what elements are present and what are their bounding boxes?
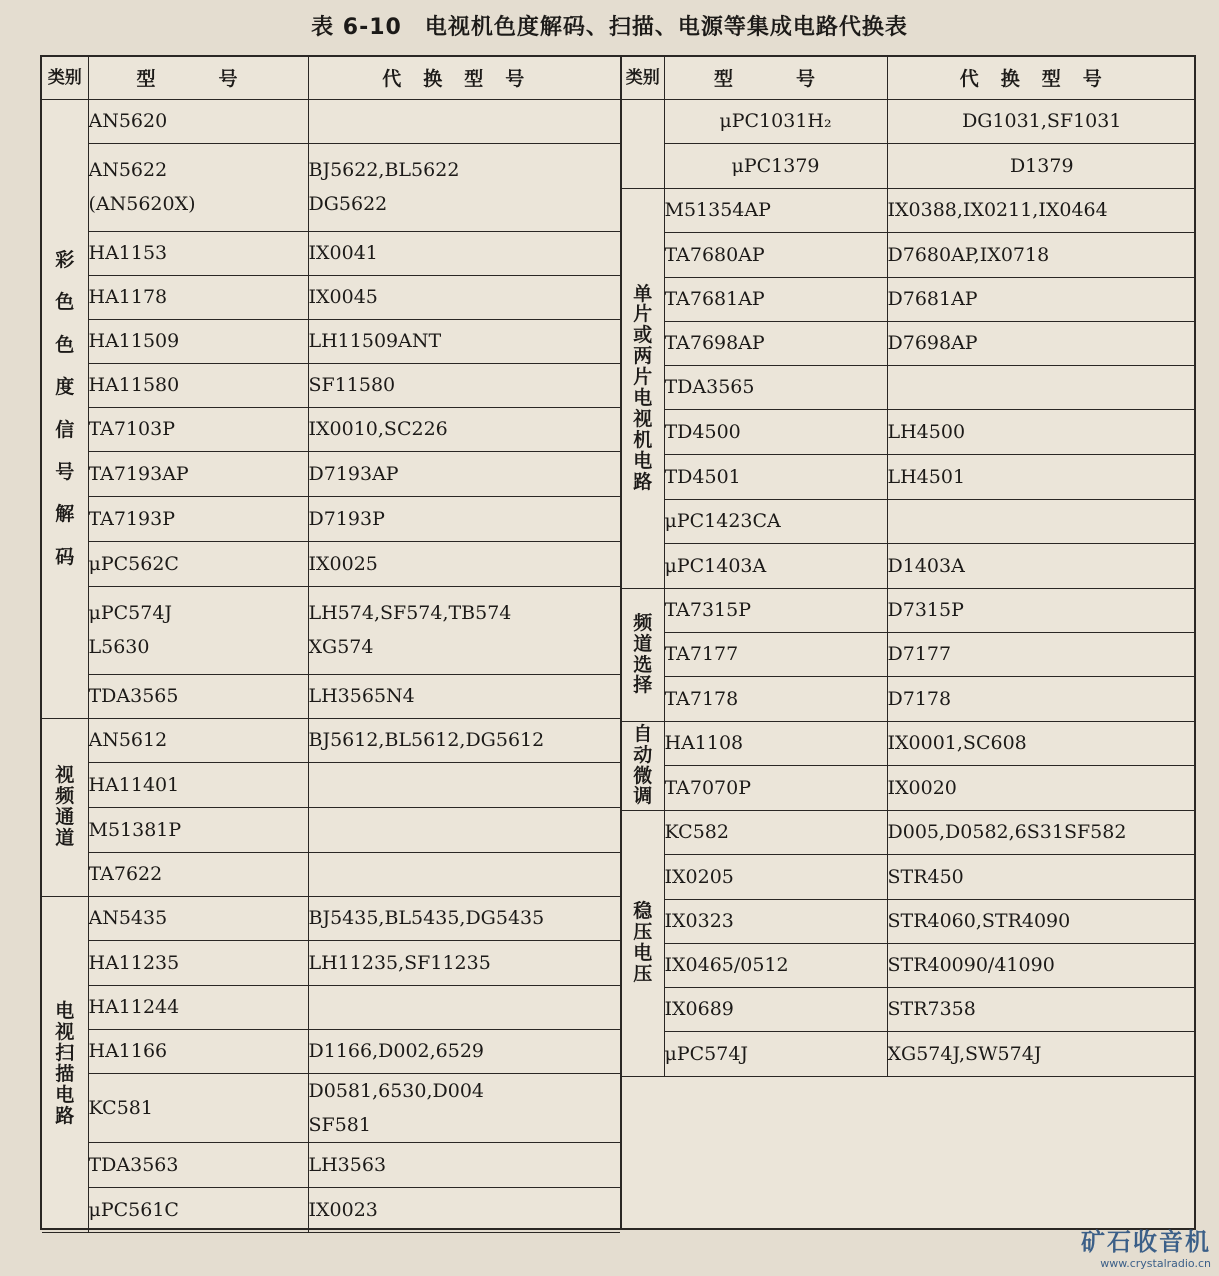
replacement-text: LH4500 [887,420,966,443]
replacement-cell [308,363,620,407]
header-category: 类别 [622,57,664,99]
replacement-text: D7698AP [887,332,978,354]
replacement-text: DG5622 [308,193,388,215]
model-cell [664,143,887,188]
model-cell [88,896,308,940]
replacement-text: STR40090/41090 [887,954,1055,976]
replacement-cell [887,632,1196,676]
replacement-cell [887,365,1196,409]
replacement-cell [308,762,620,807]
replacement-cell [308,496,620,541]
left-table [42,57,620,1233]
model-text: L5630 [88,636,150,658]
model-text: M51381P [88,818,182,841]
table-row [42,1187,620,1232]
replacement-cell [887,987,1196,1031]
model-cell [664,232,887,277]
table-row [622,277,1196,321]
model-cell [88,451,308,496]
watermark [1081,1222,1211,1270]
model-text: TA7070P [664,776,751,799]
model-cell [88,1029,308,1073]
replacement-cell [308,1142,620,1187]
replacement-cell [887,854,1196,899]
model-text: HA11401 [88,773,180,796]
model-cell [664,588,887,632]
replacement-text: D7681AP [887,288,978,310]
table-row [622,943,1196,987]
table-row [622,1031,1196,1076]
category-label: 频 道 选 择 [633,611,653,697]
replacement-cell [308,275,620,319]
replacement-cell [308,541,620,586]
model-cell [88,99,308,143]
table-row [42,896,620,940]
model-text: μPC1403A [664,554,767,577]
model-text: KC582 [664,821,729,843]
model-text: μPC562C [88,552,179,575]
replacement-text: BJ5612,BL5612,DG5612 [308,729,545,751]
model-text: IX0689 [664,998,734,1020]
replacement-cell [887,943,1196,987]
model-cell [664,454,887,499]
replacement-text: IX0388,IX0211,IX0464 [887,199,1108,221]
model-cell [88,807,308,852]
model-text: IX0205 [664,865,734,888]
replacement-cell [887,321,1196,365]
replacement-cell [887,409,1196,454]
model-text: TA7193P [88,507,175,530]
model-text: HA1166 [88,1040,168,1062]
table-row [42,762,620,807]
category-label: 视 频 通 道 [55,764,75,849]
table-row [42,407,620,451]
model-cell [88,275,308,319]
category-cell [622,810,664,1076]
table-row [622,854,1196,899]
replacement-text: SF581 [308,1113,371,1136]
table-row [42,143,620,231]
table-row [622,454,1196,499]
model-text: HA1178 [88,286,168,308]
header-row [622,57,1196,99]
replacement-text: IX0045 [308,286,378,308]
model-cell [664,676,887,721]
table-row [42,275,620,319]
right-table [622,57,1196,1077]
model-text: μPC574J [88,602,173,624]
table-row [622,99,1196,143]
replacement-cell [308,231,620,275]
replacement-text: D7193AP [308,462,399,485]
replacement-cell [887,277,1196,321]
model-cell [664,543,887,588]
model-text: (AN5620X) [88,193,196,215]
watermark-text: 矿石收音机 [1081,1228,1211,1256]
model-cell [88,363,308,407]
category-cell [42,896,88,1232]
model-cell [664,721,887,765]
header-replacement: 代换型号 [887,57,1196,99]
model-cell [88,496,308,541]
replacement-cell [308,1187,620,1232]
model-text: HA1153 [88,242,168,264]
replacement-text: XG574J,SW574J [887,1042,1042,1065]
replacement-text: STR450 [887,865,964,888]
model-cell [88,940,308,985]
model-text: TA7315P [664,599,751,621]
table-row [622,188,1196,232]
model-cell [664,632,887,676]
model-text: HA11509 [88,330,180,352]
table-row [42,541,620,586]
model-text: TA7178 [664,687,739,710]
right-half [622,57,1196,1077]
replacement-text: D7178 [887,687,952,710]
table-row [42,718,620,762]
replacement-text: LH3565N4 [308,685,415,707]
table-row [622,409,1196,454]
model-text: HA11580 [88,374,180,396]
table-row [42,451,620,496]
model-text: TA7193AP [88,462,189,485]
table-row [622,765,1196,810]
model-text: HA11235 [88,951,180,974]
model-cell [88,762,308,807]
header-row [42,57,620,99]
replacement-text: SF11580 [308,374,396,396]
model-cell [664,765,887,810]
replacement-cell [887,499,1196,543]
model-cell [88,1142,308,1187]
replacement-table [40,55,1196,1230]
replacement-cell [308,852,620,896]
replacement-text: IX0041 [308,242,378,264]
table-row [622,721,1196,765]
header-replacement: 代换型号 [308,57,620,99]
model-text: TA7177 [664,643,739,665]
table-row [42,1029,620,1073]
category-label: 单 片 或 两 片 电 视 机 电 路 [633,282,653,493]
replacement-cell [308,807,620,852]
replacement-cell [308,407,620,451]
category-cell [42,718,88,896]
model-text: IX0465/0512 [664,954,789,976]
category-cell [622,588,664,721]
replacement-cell [887,99,1196,143]
replacement-text: STR4060,STR4090 [887,910,1071,932]
table-row [622,899,1196,943]
replacement-text: IX0020 [887,776,957,799]
table-row [42,985,620,1029]
model-text: TA7103P [88,418,175,440]
table-row [42,363,620,407]
model-text: μPC1379 [731,154,820,177]
model-cell [664,810,887,854]
table-row [622,365,1196,409]
replacement-cell [887,765,1196,810]
model-cell [88,586,308,674]
table-row [622,588,1196,632]
table-row [42,586,620,674]
replacement-text: D1403A [887,554,965,577]
table-row [622,676,1196,721]
model-cell [664,99,887,143]
replacement-text: D7177 [887,643,952,665]
replacement-cell [308,1029,620,1073]
replacement-text: STR7358 [887,998,976,1020]
replacement-cell [887,454,1196,499]
replacement-text: D1379 [1009,154,1074,177]
model-cell [88,231,308,275]
model-cell [664,854,887,899]
replacement-cell [887,721,1196,765]
model-cell [88,319,308,363]
model-text: AN5620 [88,110,168,132]
model-text: TD4500 [664,420,741,443]
model-cell [664,899,887,943]
category-cell [622,721,664,810]
table-row [42,1073,620,1142]
model-cell [664,1031,887,1076]
model-text: TA7680AP [664,243,765,266]
replacement-cell [308,674,620,718]
replacement-cell [887,588,1196,632]
model-cell [664,987,887,1031]
replacement-cell [887,899,1196,943]
replacement-cell [887,543,1196,588]
replacement-cell [887,188,1196,232]
replacement-text: LH11509ANT [308,330,442,352]
table-row [42,674,620,718]
table-title: 表 6-10 电视机色度解码、扫描、电源等集成电路代换表 [311,15,908,40]
model-text: KC581 [88,1096,153,1119]
header-model: 型 号 [88,57,308,99]
replacement-text: D005,D0582,6S31SF582 [887,821,1127,843]
replacement-cell [308,586,620,674]
model-text: TA7681AP [664,288,765,310]
table-row [622,143,1196,188]
category-label: 电 视 扫 描 电 路 [55,1000,75,1127]
model-text: HA11244 [88,996,180,1018]
model-text: TD4501 [664,465,741,488]
table-row [42,852,620,896]
category-label: 自 动 微 调 [633,722,653,808]
model-text: HA1108 [664,732,744,754]
replacement-cell [308,451,620,496]
model-text: TA7698AP [664,332,765,354]
model-text: TDA3565 [88,685,179,707]
left-half [42,57,620,1233]
replacement-text: BJ5622,BL5622 [308,159,460,181]
replacement-text: LH11235,SF11235 [308,951,491,974]
replacement-text: D7680AP,IX0718 [887,243,1050,266]
replacement-text: D7315P [887,599,964,621]
category-label: 稳 压 电 压 [633,900,653,985]
model-text: AN5435 [88,907,168,929]
replacement-text: LH4501 [887,465,966,488]
replacement-text: IX0025 [308,552,378,575]
model-cell [88,852,308,896]
category-label: 彩 色 色 度 信 号 解 码 [55,249,75,568]
replacement-cell [308,319,620,363]
model-cell [88,718,308,762]
replacement-text: LH3563 [308,1153,387,1176]
model-text: TDA3565 [664,376,755,398]
model-cell [664,277,887,321]
model-text: TDA3563 [88,1153,179,1176]
model-cell [664,409,887,454]
model-cell [88,674,308,718]
table-row [42,940,620,985]
model-text: M51354AP [664,199,771,221]
watermark-url: www.crystalradio.cn [1100,1257,1211,1270]
model-text: TA7622 [88,863,163,885]
model-text: μPC561C [88,1198,179,1221]
replacement-text: IX0001,SC608 [887,732,1027,754]
replacement-cell [887,143,1196,188]
replacement-text: D7193P [308,507,385,530]
model-cell [88,541,308,586]
replacement-text: IX0023 [308,1198,378,1221]
model-cell [88,143,308,231]
table-row [42,319,620,363]
model-cell [664,321,887,365]
table-row [42,99,620,143]
replacement-text: D1166,D002,6529 [308,1040,485,1062]
replacement-cell [887,232,1196,277]
model-text: AN5612 [88,729,168,751]
table-row [622,499,1196,543]
replacement-cell [308,896,620,940]
model-text: μPC1031H₂ [719,110,832,132]
replacement-cell [887,1031,1196,1076]
model-cell [664,499,887,543]
model-cell [88,1187,308,1232]
model-text: IX0323 [664,910,734,932]
replacement-text: IX0010,SC226 [308,418,448,440]
replacement-cell [887,676,1196,721]
replacement-text: BJ5435,BL5435,DG5435 [308,907,545,929]
table-row [42,496,620,541]
replacement-text: XG574 [308,636,374,658]
model-cell [664,943,887,987]
model-cell [88,1073,308,1142]
table-row [622,321,1196,365]
table-row [622,810,1196,854]
category-cell [622,99,664,188]
model-text: AN5622 [88,159,168,181]
replacement-cell [308,99,620,143]
replacement-text: DG1031,SF1031 [962,110,1122,132]
model-cell [88,985,308,1029]
model-cell [664,365,887,409]
model-cell [664,188,887,232]
table-row [622,232,1196,277]
replacement-cell [308,143,620,231]
table-row [622,543,1196,588]
model-text: μPC574J [664,1042,749,1065]
replacement-cell [308,718,620,762]
table-row [42,807,620,852]
replacement-cell [887,810,1196,854]
replacement-cell [308,940,620,985]
table-row [622,987,1196,1031]
category-cell [622,188,664,588]
replacement-cell [308,985,620,1029]
replacement-cell [308,1073,620,1142]
model-text: μPC1423CA [664,510,781,532]
table-row [42,1142,620,1187]
header-category: 类别 [42,57,88,99]
table-row [42,231,620,275]
model-cell [88,407,308,451]
table-row [622,632,1196,676]
category-cell [42,99,88,718]
header-model: 型 号 [664,57,887,99]
replacement-text: D0581,6530,D004 [308,1079,485,1102]
replacement-text: LH574,SF574,TB574 [308,602,512,624]
